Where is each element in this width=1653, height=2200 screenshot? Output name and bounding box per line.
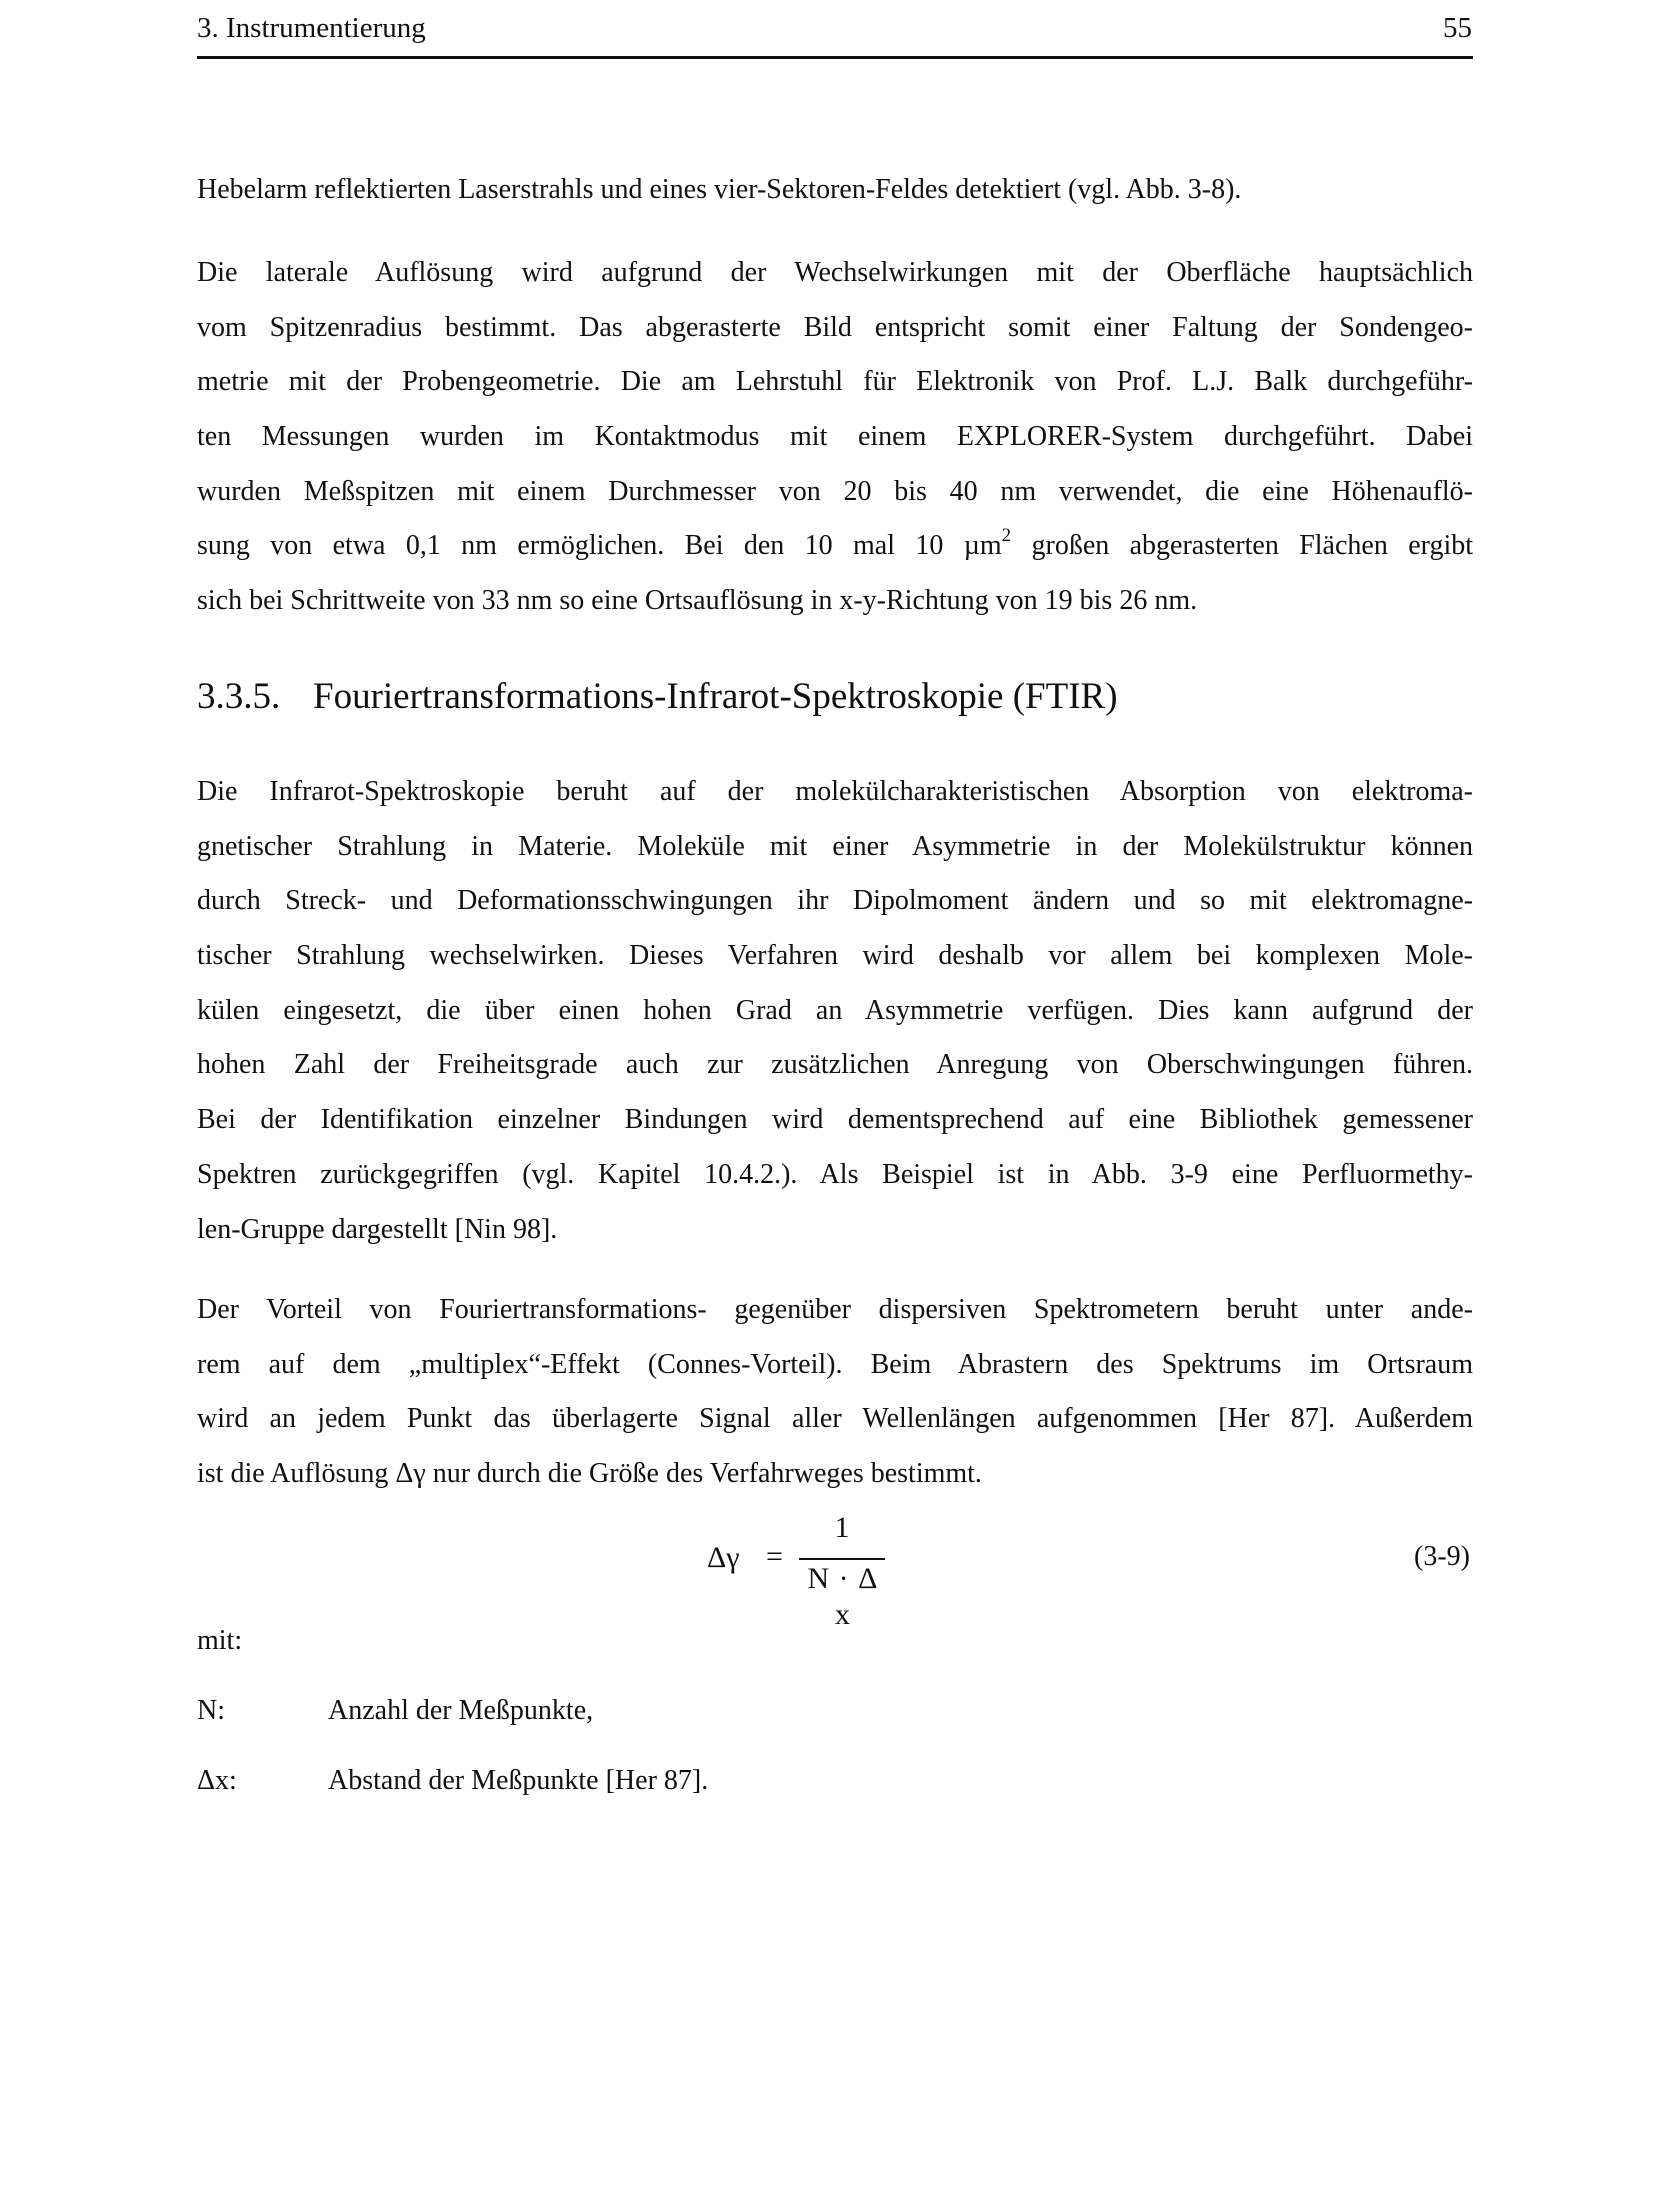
text-line <box>197 1283 1473 1338</box>
text-run: Die Infrarot-Spektroskopie beruht auf der molekülcharakteristischen Absorption von elektroma- <box>197 776 1473 807</box>
definition-description: Abstand der Meßpunkte [Her 87]. <box>328 1765 709 1796</box>
text-line <box>197 410 1473 465</box>
text-run: len-Gruppe dargestellt [Nin 98]. <box>197 1213 558 1245</box>
text-line <box>197 574 1473 629</box>
paragraph-2 <box>197 246 1473 629</box>
text-run: Die laterale Auflösung wird aufgrund der Wechselwirkungen mit der Oberfläche hauptsächlich <box>197 257 1473 288</box>
equation-equals: = <box>766 1540 783 1573</box>
text-run: Der Vorteil von Fouriertransformations- gegenüber dispersiven Spektrometern beruht unter ande- <box>197 1294 1473 1325</box>
definition-description: Anzahl der Meßpunkte, <box>328 1695 594 1726</box>
text-line <box>197 929 1473 984</box>
definition-symbol: Δx: <box>197 1765 237 1796</box>
text-run: großen abgerasterten Flächen ergibt <box>1011 530 1474 562</box>
text-line <box>197 301 1473 356</box>
section-heading <box>197 672 1118 722</box>
text-line <box>197 765 1473 820</box>
text-line <box>197 246 1473 301</box>
text-run: gnetischer Strahlung in Materie. Moleküle mit einer Asymmetrie in der Molekülstruktur können <box>197 830 1473 862</box>
text-line <box>197 163 1473 218</box>
text-run: tischer Strahlung wechselwirken. Dieses Verfahren wird deshalb vor allem bei komplexen Mole- <box>197 940 1473 972</box>
text-run: vom Spitzenradius bestimmt. Das abgerasterte Bild entspricht somit einer Faltung der Sondengeo- <box>197 311 1473 343</box>
text-run: metrie mit der Probengeometrie. Die am Lehrstuhl für Elektronik von Prof. L.J. Balk durchgeführ- <box>197 366 1473 398</box>
equation-denominator: N · Δ x <box>807 1562 879 1631</box>
section-number: 3.3.5. <box>197 676 281 717</box>
header-rule <box>197 56 1473 59</box>
definition-symbol: N: <box>197 1695 225 1726</box>
text-run: wird an jedem Punkt das überlagerte Signal aller Wellenlängen aufgenommen [Her 87]. Außerdem <box>197 1403 1473 1435</box>
text-run: sich bei Schrittweite von 33 nm so eine Ortsauflösung in x-y-Richtung von 19 bis 26 nm. <box>197 585 1198 617</box>
text-run: durch Streck- und Deformationsschwingungen ihr Dipolmoment ändern und so mit elektromagne- <box>197 885 1473 917</box>
text-line <box>197 1447 1473 1502</box>
text-run: hohen Zahl der Freiheitsgrade auch zur zusätzlichen Anregung von Oberschwingungen führen. <box>197 1049 1473 1081</box>
text-run: külen eingesetzt, die über einen hohen Grad an Asymmetrie verfügen. Dies kann aufgrund der <box>197 994 1473 1026</box>
text-run: ten Messungen wurden im Kontaktmodus mit einem EXPLORER-System durchgeführt. Dabei <box>197 421 1473 453</box>
equation-numerator: 1 <box>834 1511 850 1544</box>
text-run: ist die Auflösung Δγ nur durch die Größe des Verfahrweges bestimmt. <box>197 1458 982 1490</box>
page-number: 55 <box>1443 12 1472 44</box>
running-header-chapter: 3. Instrumentierung <box>197 12 426 44</box>
text-line <box>197 1203 1473 1258</box>
text-run: rem auf dem „multiplex“-Effekt (Connes-Vorteil). Beim Abrastern des Spektrums im Ortsraum <box>197 1348 1473 1380</box>
equation-lhs: Δγ <box>707 1541 740 1574</box>
text-run: sung von etwa 0,1 nm ermöglichen. Bei den 10 mal 10 µm <box>197 530 1002 562</box>
text-run: Bei der Identifikation einzelner Bindungen wird dementsprechend auf eine Bibliothek gemessener <box>197 1104 1473 1136</box>
definitions-intro: mit: <box>197 1625 243 1656</box>
paragraph-1 <box>197 163 1473 218</box>
text-line <box>197 984 1473 1039</box>
text-line <box>197 1093 1473 1148</box>
text-line <box>197 1038 1473 1093</box>
text-run: Spektren zurückgegriffen (vgl. Kapitel 10.4.2.). Als Beispiel ist in Abb. 3-9 eine Perfluormethy- <box>197 1158 1473 1190</box>
paragraph-4 <box>197 1283 1473 1502</box>
text-line <box>197 465 1473 520</box>
superscript: 2 <box>1001 525 1012 547</box>
text-run: wurden Meßspitzen mit einem Durchmesser von 20 bis 40 nm verwendet, die eine Höhenauflö- <box>197 475 1473 507</box>
text-line <box>197 1392 1473 1447</box>
text-line <box>197 1338 1473 1393</box>
text-line <box>197 820 1473 875</box>
text-line <box>197 1148 1473 1203</box>
text-run: Hebelarm reflektierten Laserstrahls und eines vier-Sektoren-Feldes detektiert (vgl. Abb. 3-8). <box>197 174 1242 205</box>
equation-number: (3-9) <box>1414 1541 1470 1572</box>
text-line <box>197 874 1473 929</box>
fraction-bar <box>799 1558 885 1560</box>
text-line <box>197 519 1473 574</box>
text-line <box>197 355 1473 410</box>
section-title: Fouriertransformations-Infrarot-Spektroskopie (FTIR) <box>313 676 1118 717</box>
paragraph-3 <box>197 765 1473 1257</box>
